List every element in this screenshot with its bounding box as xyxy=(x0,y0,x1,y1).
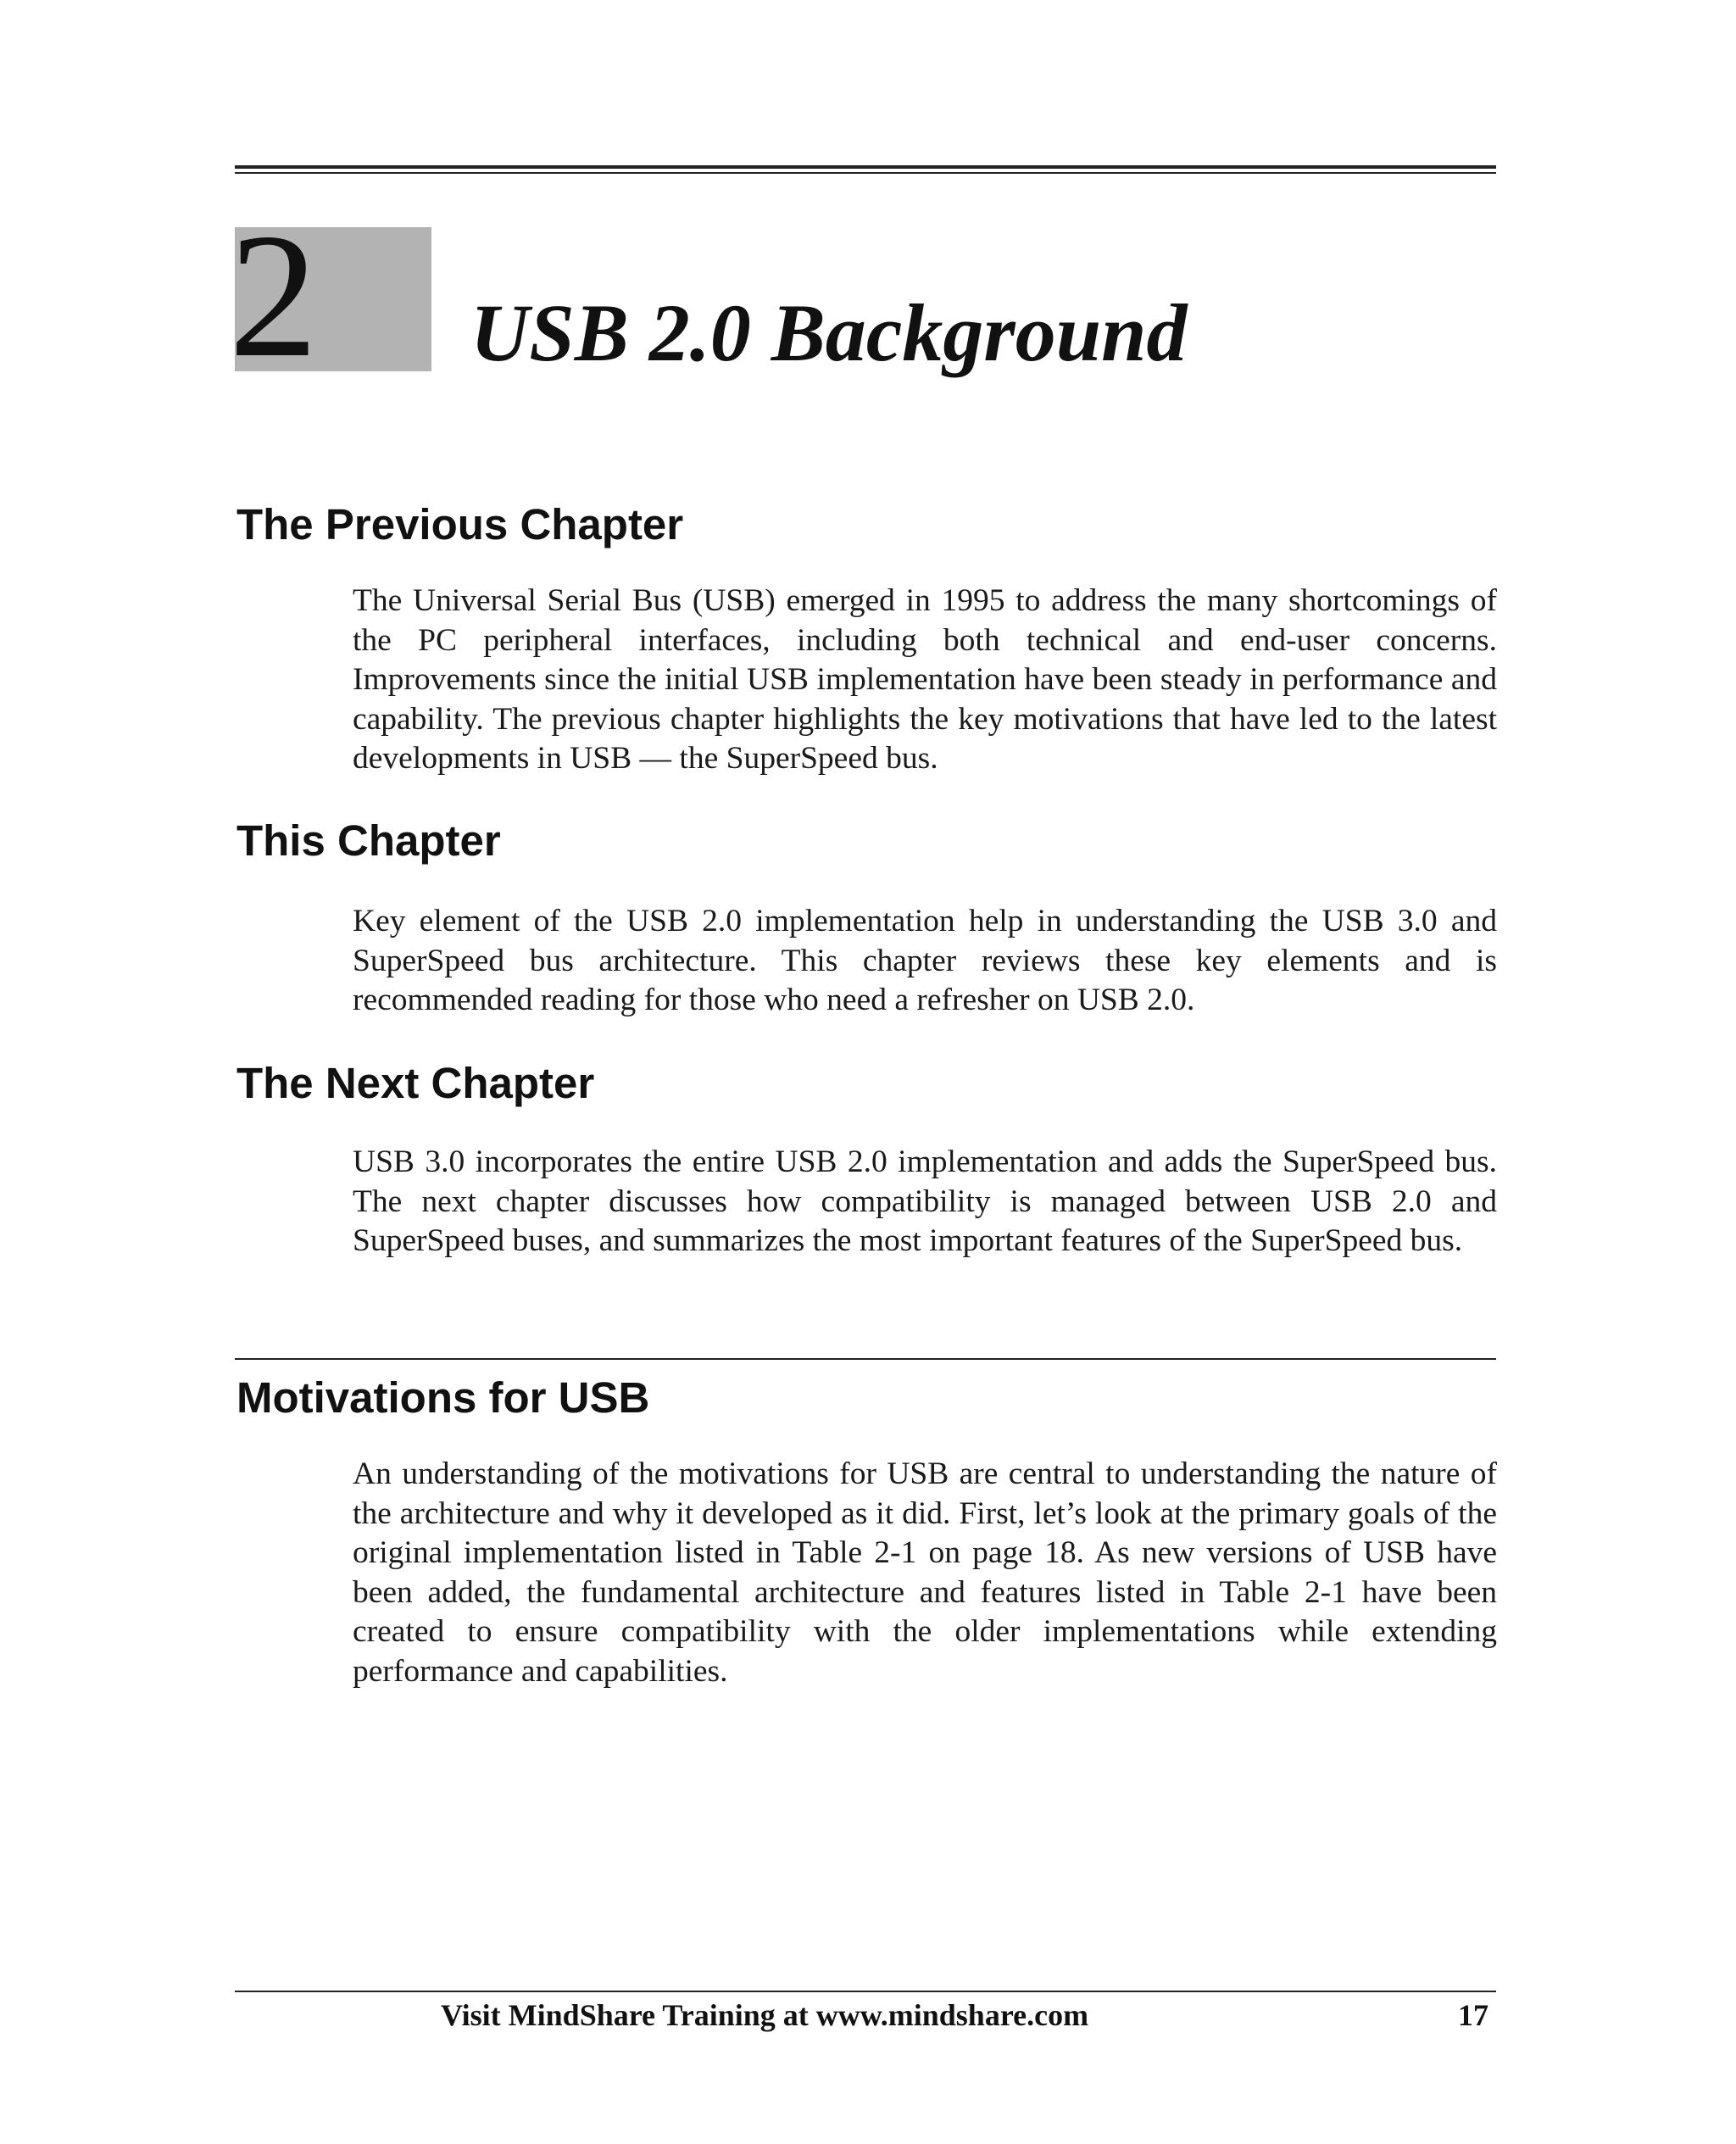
section-body-previous-chapter: The Universal Serial Bus (USB) emerged in 1995 to address the many shortcomings of the PC peripheral interfaces, including both technical and end-user concerns. Improvements since the initial USB implementation have been steady in performance and capability. The previous chapter highlights the key motivations that have led to the latest developments in USB — the SuperSpeed bus. xyxy=(353,583,1497,776)
section-body-motivations: An understanding of the motivations for USB are central to understanding the nature of the architecture and why it developed as it did. First, let’s look at the primary goals of the original implementation listed in Table 2-1 on page 18. As new versions of USB have been added, the fundamental architecture and features listed in Table 2-1 have been created to ensure compatibility with the older implementations while extending performance and capabilities. xyxy=(353,1456,1497,1689)
footer-text: Visit MindShare Training at www.mindshare.com xyxy=(441,1998,1089,2032)
chapter-number: 2 xyxy=(229,198,314,394)
page-number: 17 xyxy=(1458,1998,1488,2032)
chapter-title: USB 2.0 Background xyxy=(470,287,1188,378)
top-rule-thin xyxy=(235,172,1496,174)
section-body-next-chapter: USB 3.0 incorporates the entire USB 2.0 implementation and adds the SuperSpeed bus. The next chapter discusses how compatibility is managed between USB 2.0 and SuperSpeed buses, and summarizes the most important features of the SuperSpeed bus. xyxy=(353,1144,1497,1258)
section-divider xyxy=(235,1358,1496,1360)
section-heading-this-chapter: This Chapter xyxy=(236,816,501,865)
section-heading-previous-chapter: The Previous Chapter xyxy=(236,500,684,549)
section-heading-motivations: Motivations for USB xyxy=(236,1373,650,1422)
section-heading-next-chapter: The Next Chapter xyxy=(236,1059,595,1107)
footer-rule xyxy=(235,1991,1496,1992)
section-body-this-chapter: Key element of the USB 2.0 implementation help in understanding the USB 3.0 and SuperSpeed bus architecture. This chapter reviews these key elements and is recommended reading for those who need a refresher on USB 2.0. xyxy=(353,904,1497,1017)
top-rule xyxy=(235,165,1496,169)
